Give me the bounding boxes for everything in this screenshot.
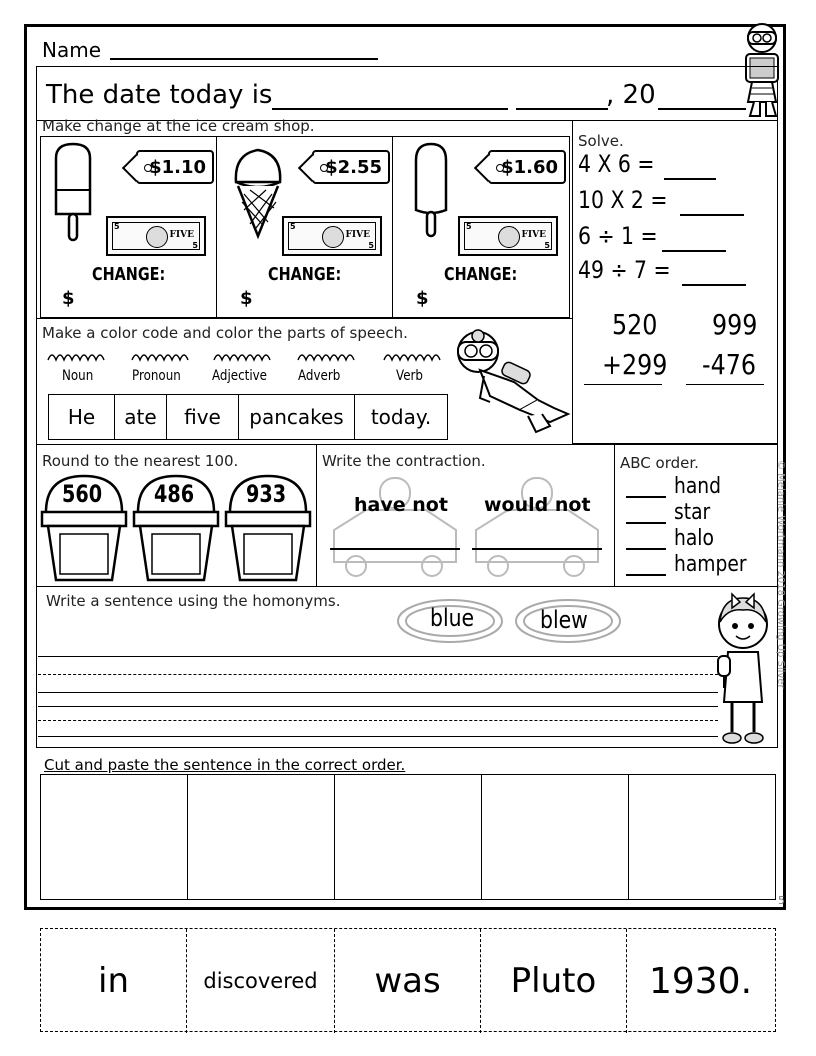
price-value: $2.55 [325, 156, 382, 178]
divider [36, 318, 572, 319]
noun-label: Noun [62, 368, 94, 384]
word-card[interactable]: Pluto [481, 929, 627, 1033]
dollar-sign: $ [62, 288, 75, 309]
sentence-word-row [48, 394, 448, 440]
five-dollar-bill: 5 5 FIVE [458, 216, 558, 256]
ice-cream-truck-illustrations [326, 470, 606, 582]
math-fact: 49 ÷ 7 = [578, 256, 671, 284]
answer-line[interactable] [472, 548, 602, 550]
ice-cream-cone-icon [230, 142, 286, 240]
ice-pop-icon [412, 140, 450, 240]
math-fact: 6 ÷ 1 = [578, 222, 658, 250]
dollar-sign: $ [416, 288, 429, 309]
cut-out-strip[interactable] [40, 928, 776, 1032]
price-value: $1.10 [149, 156, 206, 178]
date-month-line[interactable] [272, 108, 508, 110]
answer-line[interactable] [682, 284, 746, 286]
date-year-line[interactable] [658, 108, 746, 110]
change-label: CHANGE: [268, 264, 342, 285]
word-cell[interactable]: ate [115, 395, 167, 439]
paste-box[interactable] [188, 775, 335, 899]
verb-label: Verb [396, 368, 423, 384]
copyright-text: © Melanie Wortmann 2018 Growing Up Silver [775, 460, 786, 689]
name-line[interactable] [110, 58, 378, 60]
price-value: $1.60 [501, 156, 558, 178]
date-prefix: The date today is [46, 80, 273, 110]
pronoun-label: Pronoun [132, 368, 181, 384]
name-label: Name [42, 38, 102, 62]
word-card[interactable]: was [335, 929, 481, 1033]
bill-text: FIVE [169, 230, 194, 240]
date-day-line[interactable] [516, 108, 608, 110]
contraction-phrase: have not [354, 494, 448, 516]
problem-top: 520 [612, 308, 658, 341]
word-cell[interactable]: five [167, 395, 239, 439]
writing-line[interactable] [38, 706, 718, 707]
answer-line[interactable] [680, 214, 744, 216]
writing-midline [38, 720, 718, 721]
writing-line[interactable] [38, 656, 718, 657]
paste-box[interactable] [41, 775, 188, 899]
word-card[interactable]: 1930. [648, 960, 753, 1002]
bill-text: FIVE [521, 230, 546, 240]
scuba-diver-illustration [450, 326, 572, 436]
word-card[interactable]: in [41, 929, 187, 1033]
writing-midline [38, 674, 718, 675]
bill-text: FIVE [345, 230, 370, 240]
price-tag [488, 150, 566, 184]
cut-instruction: Cut and paste the sentence in the correct order. [44, 756, 406, 774]
page-number: 5 [778, 894, 785, 907]
homonym-instruction: Write a sentence using the homonyms. [46, 592, 341, 610]
homonym-word: blue [430, 604, 475, 632]
word-cell[interactable]: today. [370, 405, 432, 429]
five-dollar-bill: 5 5 FIVE [106, 216, 206, 256]
divider [216, 136, 217, 318]
solve-title: Solve. [578, 132, 624, 150]
adverb-label: Adverb [298, 368, 341, 384]
order-blank[interactable] [626, 574, 666, 576]
dollar-sign: $ [240, 288, 253, 309]
word-cell[interactable]: He [49, 395, 115, 439]
paste-area[interactable] [40, 774, 776, 900]
order-blank[interactable] [626, 496, 666, 498]
problem-line [686, 384, 764, 385]
paste-box[interactable] [482, 775, 629, 899]
abc-title: ABC order. [620, 454, 699, 472]
change-label: CHANGE: [92, 264, 166, 285]
problem-bottom: +299 [602, 348, 668, 381]
paste-box[interactable] [335, 775, 482, 899]
round-number: 933 [246, 480, 287, 508]
color-code-squiggles [44, 348, 444, 364]
word-card[interactable]: discovered [187, 929, 335, 1033]
divider [36, 444, 778, 445]
problem-top: 999 [712, 308, 758, 341]
word-cell[interactable]: pancakes [239, 395, 355, 439]
change-instruction: Make change at the ice cream shop. [42, 117, 315, 135]
round-number: 486 [154, 480, 195, 508]
contraction-phrase: would not [484, 494, 591, 516]
rounding-instruction: Round to the nearest 100. [42, 452, 239, 470]
answer-line[interactable] [664, 178, 716, 180]
copyright-holder [772, 460, 790, 750]
speech-instruction: Make a color code and color the parts of speech. [42, 324, 408, 342]
girl-with-popsicle-illustration [712, 592, 774, 748]
math-fact: 4 X 6 = [578, 150, 655, 178]
adjective-label: Adjective [212, 368, 267, 384]
divider [614, 444, 615, 586]
popsicle-icon [52, 140, 94, 244]
answer-line[interactable] [662, 250, 726, 252]
divider [392, 136, 393, 318]
homonym-word: blew [540, 606, 588, 634]
problem-line [584, 384, 662, 385]
price-tag [136, 150, 214, 184]
price-tag [312, 150, 390, 184]
math-fact: 10 X 2 = [578, 186, 668, 214]
writing-line[interactable] [38, 736, 718, 737]
divider [36, 586, 778, 587]
round-number: 560 [62, 480, 103, 508]
date-suffix: , 20 [606, 80, 656, 110]
order-blank[interactable] [626, 522, 666, 524]
abc-word: hand [674, 474, 722, 499]
five-dollar-bill: 5 5 FIVE [282, 216, 382, 256]
writing-line[interactable] [38, 692, 718, 693]
abc-word: halo [674, 526, 714, 551]
divider [316, 444, 317, 586]
contraction-instruction: Write the contraction. [322, 452, 486, 470]
problem-bottom: -476 [702, 348, 757, 381]
order-blank[interactable] [626, 548, 666, 550]
abc-word: star [674, 500, 711, 525]
change-label: CHANGE: [444, 264, 518, 285]
answer-line[interactable] [330, 548, 460, 550]
abc-word: hamper [674, 552, 747, 577]
